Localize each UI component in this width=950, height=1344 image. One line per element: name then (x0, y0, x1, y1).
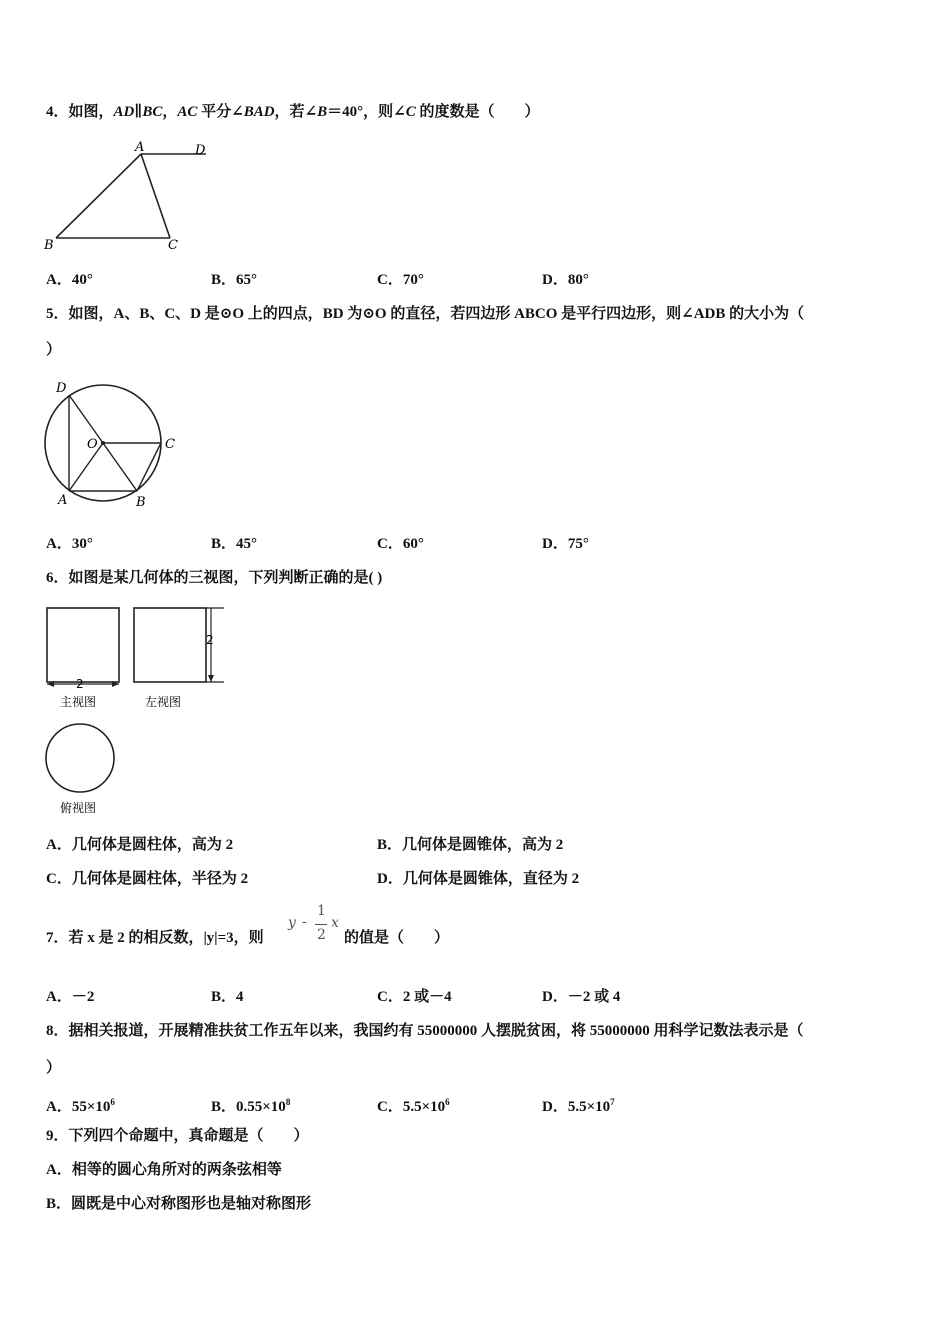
q8-stem-line1: 8．据相关报道，开展精准扶贫工作五年以来，我国约有 55000000 人摆脱贫困，将 55000000 用科学记数法表示是（ (46, 1023, 804, 1039)
q6-option-c[interactable]: C．几何体是圆柱体，半径为 2 (46, 871, 249, 887)
label-d: D (56, 381, 67, 396)
q7-option-c[interactable]: C．2 或－4 (377, 989, 452, 1005)
q6-option-a[interactable]: A．几何体是圆柱体，高为 2 (46, 837, 234, 853)
q6-three-views-figure (40, 600, 240, 820)
label-b: B (44, 238, 54, 253)
q5-circle-figure (40, 378, 185, 513)
q4-option-a[interactable]: A．40° (46, 272, 93, 288)
top-view-circle (46, 724, 114, 792)
segment-oa (69, 443, 103, 491)
label-d: D (195, 143, 206, 158)
q8-stem-line2: ） (46, 1060, 62, 1076)
left-dim-label: 2 (206, 633, 214, 647)
q7-option-a[interactable]: A．－2 (46, 989, 95, 1005)
label-o: O (87, 437, 98, 452)
center-dot (101, 441, 105, 445)
q5-stem-line1: 5．如图，A、B、C、D 是⊙O 上的四点，BD 为⊙O 的直径，若四边形 ABCO 是平行四边形，则∠ADB 的大小为（ (46, 306, 805, 322)
left-view-square (134, 608, 206, 682)
front-view-square (47, 608, 119, 682)
q9-option-a[interactable]: A．相等的圆心角所对的两条弦相等 (46, 1162, 282, 1178)
segment-ac (141, 154, 170, 238)
expr-fraction-bar (315, 924, 327, 925)
expr-denominator: 2 (317, 927, 326, 943)
q8-option-d[interactable]: D．$5.5\times 10^7$ (542, 1097, 615, 1115)
label-c: C (168, 238, 178, 253)
q5-option-d[interactable]: D．75° (542, 536, 589, 552)
q9-option-b[interactable]: B．圆既是中心对称图形也是轴对称图形 (46, 1196, 312, 1212)
segment-ab (56, 154, 141, 238)
label-a: A (135, 140, 145, 155)
q6-stem: 6．如图是某几何体的三视图，下列判断正确的是( ) (46, 570, 383, 586)
q7-stem-before: 7．若 x 是 2 的相反数，|y|=3，则 (46, 930, 264, 946)
q7-expression (288, 903, 344, 951)
expr-minus: - (302, 914, 307, 930)
top-view-caption: 俯视图 (60, 801, 97, 815)
q4-option-d[interactable]: D．80° (542, 272, 589, 288)
label-b: B (136, 495, 146, 510)
q6-option-b[interactable]: B．几何体是圆锥体，高为 2 (377, 837, 564, 853)
front-view-caption: 主视图 (60, 695, 97, 709)
q5-option-c[interactable]: C．60° (377, 536, 424, 552)
label-a: A (58, 493, 68, 508)
q4-stem: 4．如图，AD∥BC，AC 平分∠BAD，若∠B＝40°，则∠C 的度数是（ ） (46, 104, 540, 120)
q8-option-a[interactable]: A．$55\times 10^6$ (46, 1097, 115, 1115)
q6-option-d[interactable]: D．几何体是圆锥体，直径为 2 (377, 871, 580, 887)
q4-option-b[interactable]: B．65° (211, 272, 258, 288)
q8-option-c[interactable]: C．$5.5\times 10^6$ (377, 1097, 450, 1115)
left-dim-arrow-bottom (208, 675, 214, 682)
q5-option-a[interactable]: A．30° (46, 536, 93, 552)
segment-bc (137, 443, 161, 491)
expr-x: x (331, 915, 339, 931)
q4-triangle-figure (40, 138, 215, 256)
q5-stem-line2: ） (46, 342, 62, 358)
q9-stem: 9．下列四个命题中，真命题是（ ） (46, 1128, 309, 1144)
q7-option-b[interactable]: B．4 (211, 989, 244, 1005)
expr-numerator: 1 (317, 903, 326, 919)
q7-option-d[interactable]: D．－2 或 4 (542, 989, 621, 1005)
q4-option-c[interactable]: C．70° (377, 272, 424, 288)
q5-option-b[interactable]: B．45° (211, 536, 258, 552)
q8-option-b[interactable]: B．$0.55\times 10^8$ (211, 1097, 291, 1115)
q7-stem-after: 的值是（ ） (344, 930, 450, 946)
front-dim-label: 2 (76, 677, 84, 691)
label-c: C (165, 437, 175, 452)
expr-y: y (288, 915, 296, 931)
left-view-caption: 左视图 (145, 695, 182, 709)
